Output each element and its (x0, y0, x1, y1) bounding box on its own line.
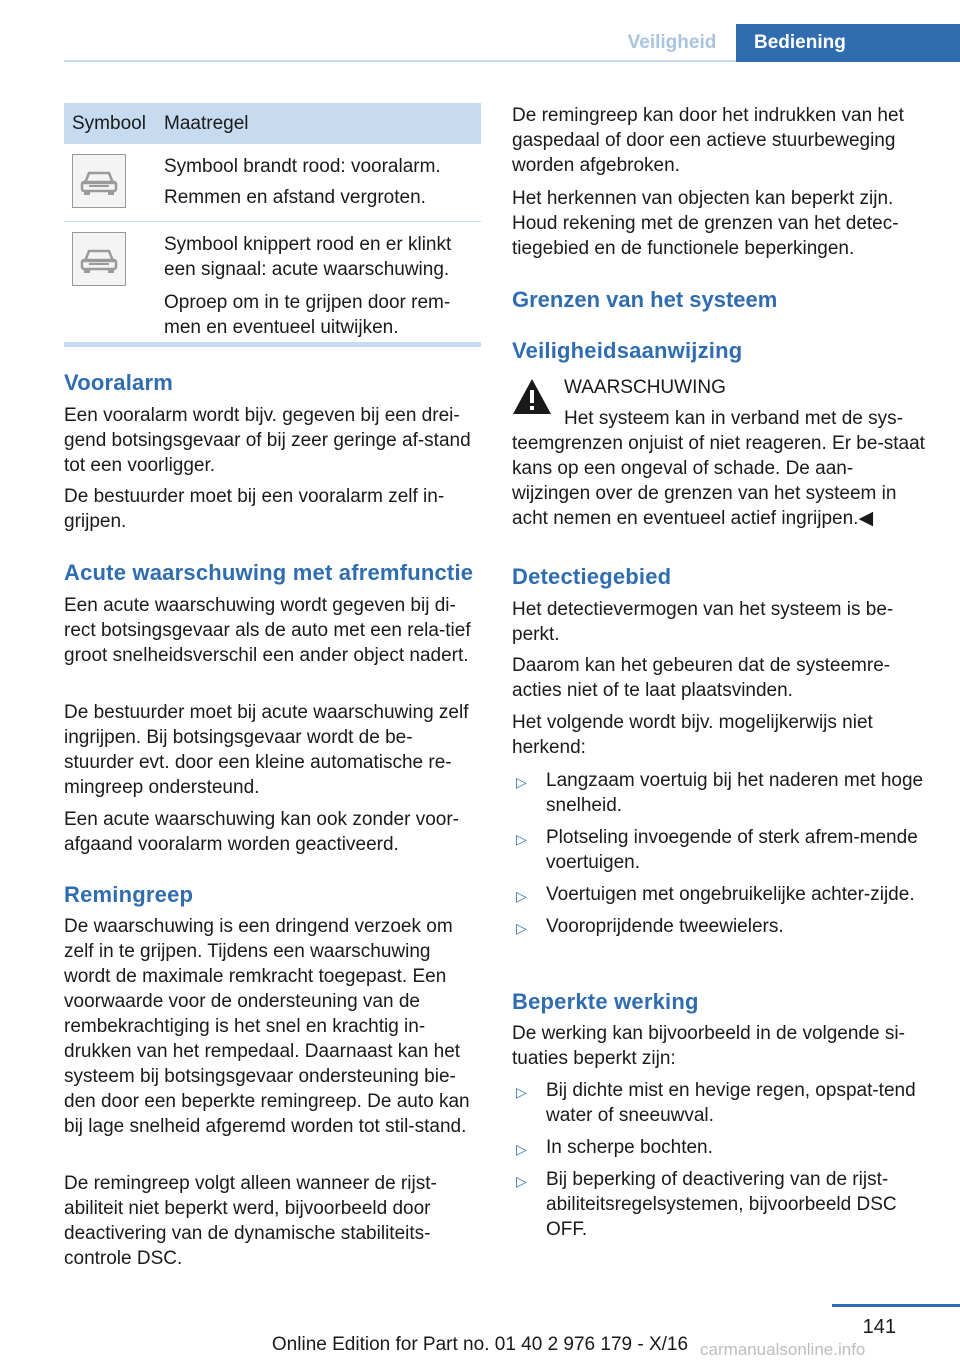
section-title-safety-note: Veiligheidsaanwijzing (512, 338, 743, 363)
table-cell (164, 232, 481, 340)
table-header-measure: Maatregel (164, 113, 249, 134)
tab-safety[interactable]: Veiligheid (627, 32, 717, 53)
paragraph: Het detectievermogen van het systeem is be-perkt. (512, 599, 894, 645)
warning-text: teemgrenzen onjuist of niet reageren. Er be-staat kans op een ongeval of schade. De aan-wijzingen over de grenzen van het systeem in acht nemen en eventueel actief ingrijpen.◀ (512, 433, 925, 529)
paragraph: De remingreep kan door het indrukken van het gaspedaal of door een actieve stuurbeweging worden afgebroken. (512, 105, 904, 176)
edition-note: Online Edition for Part no. 01 40 2 976 179 - X/16 (271, 1334, 689, 1355)
car-warning-icon (72, 154, 126, 208)
symbol-table (64, 103, 481, 348)
table-row (64, 222, 481, 348)
table-header-symbol: Symbool (72, 113, 146, 134)
table-bottom-rule (64, 342, 481, 347)
section-title-restricted: Beperkte werking (512, 989, 699, 1014)
paragraph: Daarom kan het gebeuren dat de systeemre-acties niet of te laat plaatsvinden. (512, 655, 891, 701)
warning-text: Het systeem kan in verband met de sys- (564, 408, 903, 429)
list-item: ▷ In scherpe bochten. (512, 1135, 928, 1160)
warning-triangle-icon (512, 377, 552, 417)
list-item: ▷ Plotseling invoegende of sterk afrem-mende voertuigen. (516, 827, 918, 873)
table-header (64, 103, 481, 144)
paragraph: De werking kan bijvoorbeeld in de volgende si-tuaties beperkt zijn: (512, 1023, 905, 1069)
list-item: ▷ Vooroprijdende tweewielers. (512, 914, 928, 939)
section-title-limits: Grenzen van het systeem (512, 287, 778, 312)
list-item: ▷ Langzaam voertuig bij het naderen met hoge snelheid. (516, 770, 924, 816)
tab-operation[interactable]: Bediening (736, 24, 960, 62)
paragraph: Het herkennen van objecten kan beperkt zijn. Houd rekening met de grenzen van het detec-tiegebied en de functionele beperkingen. (512, 188, 899, 259)
section-title-detection: Detectiegebied (512, 564, 672, 589)
car-warning-icon (72, 232, 126, 286)
list-item: ▷ Bij beperking of deactivering van de rijst-abiliteitsregelsystemen, bijvoorbeeld DSC OFF. (516, 1169, 897, 1240)
table-cell-text: Oproep om in te grijpen door rem-men en eventueel uitwijken. (164, 292, 451, 338)
warning-label: WAARSCHUWING (564, 377, 726, 398)
table-cell (164, 154, 481, 210)
footer-rule (832, 1304, 960, 1307)
triangle-bullet-icon: ▷ (516, 888, 527, 904)
triangle-bullet-icon: ▷ (516, 831, 527, 847)
triangle-bullet-icon: ▷ (516, 1173, 527, 1189)
section-title-pre-alarm: Vooralarm (64, 370, 173, 395)
triangle-bullet-icon: ▷ (516, 774, 527, 790)
triangle-bullet-icon: ▷ (516, 1084, 527, 1100)
page-number: 141 (862, 1316, 896, 1338)
paragraph: De bestuurder moet bij een vooralarm zelf in-grijpen. (64, 486, 445, 532)
triangle-bullet-icon: ▷ (516, 1141, 527, 1157)
list-item: ▷ Voertuigen met ongebruikelijke achter-zijde. (512, 882, 928, 907)
detection-list (512, 768, 928, 939)
restricted-list (512, 1078, 928, 1242)
section-title-acute: Acute waarschuwing met afremfunctie (64, 560, 474, 585)
paragraph: De bestuurder moet bij acute waarschuwing zelf ingrijpen. Bij botsingsgevaar wordt de be-stuurder evt. door een kleine automatische re-mingreep ondersteund. (64, 702, 469, 798)
triangle-bullet-icon: ▷ (516, 920, 527, 936)
paragraph: Het volgende wordt bijv. mogelijkerwijs niet herkend: (512, 712, 873, 758)
paragraph: Een vooralarm wordt bijv. gegeven bij een drei-gend botsingsgevaar of bij zeer geringe af-stand tot een voorligger. (64, 405, 471, 476)
section-title-brake: Remingreep (64, 882, 194, 907)
list-item: ▷ Bij dichte mist en hevige regen, opspat-tend water of sneeuwval. (516, 1080, 916, 1126)
paragraph: Een acute waarschuwing wordt gegeven bij di-rect botsingsgevaar als de auto met een rela-tief groot snelheidsverschil een ander object nadert. (64, 595, 471, 666)
paragraph: De remingreep volgt alleen wanneer de rijst-abiliteit niet beperkt werd, bijvoorbeeld door deactivering van de dynamische stabiliteits-controle DSC. (64, 1173, 437, 1269)
paragraph: De waarschuwing is een dringend verzoek om zelf in te grijpen. Tijdens een waarschuwing wordt de maximale remkracht toegepast. Een voorwaarde voor de ondersteuning van de rembekrachtiging is het snel en krachtig in-drukken van het rempedaal. Daarnaast kan het systeem bij botsingsgevaar ondersteuning bie-den door een beperkte remingreep. De auto kan bij lage snelheid afgeremd worden tot stil-stand. (64, 916, 470, 1137)
watermark: carmanualsonline.info (700, 1340, 866, 1359)
table-cell-text: Symbool brandt rood: vooralarm. (164, 156, 441, 177)
table-cell-text: Symbool knippert rood en er klinkt een signaal: acute waarschuwing. (164, 234, 452, 280)
table-row (64, 144, 481, 222)
paragraph: Een acute waarschuwing kan ook zonder voor-afgaand vooralarm worden geactiveerd. (64, 809, 460, 855)
table-cell-text: Remmen en afstand vergroten. (164, 187, 426, 208)
